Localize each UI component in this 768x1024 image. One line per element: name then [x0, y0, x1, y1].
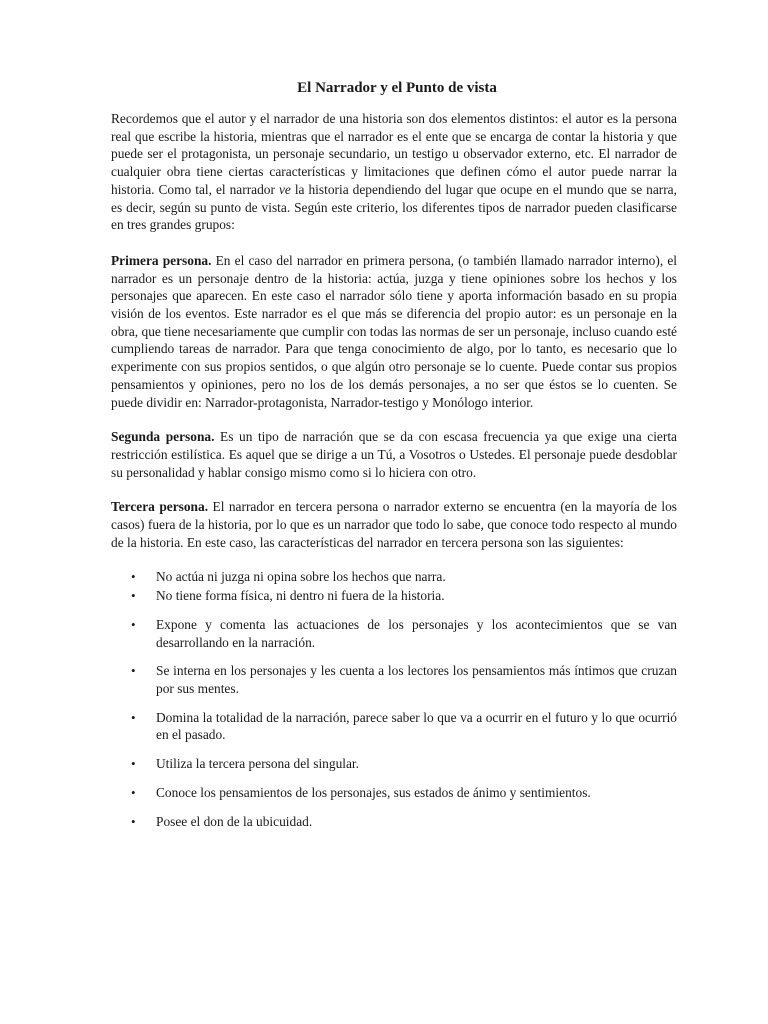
list-item — [111, 784, 677, 802]
bullet-icon: • — [131, 756, 136, 772]
list-item-text: Domina la totalidad de la narración, parece saber lo que va a ocurrir en el futuro y lo que ocurrió en el pasado. — [156, 709, 677, 743]
list-item — [111, 813, 677, 831]
list-item — [111, 662, 677, 697]
list-item — [111, 709, 677, 744]
list-item — [111, 755, 677, 773]
bullet-icon: • — [131, 588, 136, 604]
list-item-text: No actúa ni juzga ni opina sobre los hechos que narra. — [156, 569, 446, 585]
list-item-text: Expone y comenta las actuaciones de los personajes y los acontecimientos que se van desarrollando en la narración. — [156, 616, 677, 650]
intro-text-2: la historia dependiendo del lugar que ocupe en el mundo que se narra, es decir, según su punto de vista. Según este criterio, los diferentes tipos de narrador pueden clasificarse en tres grandes grupos: — [111, 181, 677, 233]
bullet-icon: • — [131, 569, 136, 585]
section-text: Es un tipo de narración que se da con escasa frecuencia ya que exige una cierta restricción estilística. Es aquel que se dirige a un Tú, a Vosotros o Ustedes. El personaje puede desdoblar su personalidad y hablar consigo mismo como si lo hiciera con otro. — [111, 429, 677, 480]
bullet-icon: • — [131, 709, 136, 725]
section-text: El narrador en tercera persona o narrador externo se encuentra (en la mayoría de los casos) fuera de la historia, por lo que es un narrador que todo lo sabe, que conoce todo respecto al mundo de la historia. En este caso, las características del narrador en tercera persona son las siguientes: — [111, 499, 678, 550]
list-item-text: Conoce los pensamientos de los personajes, sus estados de ánimo y sentimientos. — [156, 784, 591, 800]
section-heading: Segunda persona. — [111, 429, 215, 445]
section-tercera-persona — [111, 498, 677, 551]
list-item-text: Se interna en los personajes y les cuenta a los lectores los pensamientos más íntimos que cruzan por sus mentes. — [156, 663, 677, 696]
document-title: El Narrador y el Punto de vista — [297, 80, 497, 96]
bullet-icon: • — [131, 784, 136, 800]
section-heading: Primera persona. — [111, 252, 212, 268]
intro-italic-word: ve — [278, 181, 291, 197]
bullet-icon: • — [131, 813, 136, 829]
section-text: En el caso del narrador en primera persona, (o también llamado narrador interno), el narrador es un personaje dentro de la historia: actúa, juzga y tiene opiniones sobre los hechos y los personajes que aparecen. En este caso el narrador sólo tiene y aporta información basado en su propia visión de los eventos. Este narrador es el que más se diferencia del propio autor: es un personaje en la obra, que tiene necesariamente que cumplir con todas las normas de ser un personaje, incluso cuando esté cumpliendo tareas de narrador. Para que tenga conocimiento de algo, por lo tanto, es necesario que lo experimente con sus propios sentidos, o que algún otro personaje se lo cuente. Puede contar sus propios pensamientos y opiniones, pero no los de los demás personajes, a no ser que éstos se lo cuenten. Se puede dividir en: Narrador-protagonista, Narrador-testigo y Monólogo interior. — [111, 252, 677, 410]
list-item-text: Utiliza la tercera persona del singular. — [156, 756, 360, 772]
list-item-text: Posee el don de la ubicuidad. — [156, 813, 313, 829]
section-segunda-persona — [111, 428, 677, 481]
bullet-list — [111, 568, 677, 830]
list-item — [111, 587, 677, 605]
section-heading: Tercera persona. — [111, 499, 209, 515]
intro-text-1: Recordemos que el autor y el narrador de una historia son dos elementos distintos: el autor es la persona real que escribe la historia, mientras que el narrador es el ente que se encarga de contar la historia y que puede ser el protagonista, un personaje secundario, un testigo u observador externo, etc. El narrador de cualquier obra tiene ciertas características y limitaciones que definen cómo el autor puede narrar la historia. Como tal, el narrador — [111, 111, 677, 197]
document-page — [111, 78, 677, 841]
bullet-icon: • — [131, 616, 136, 632]
intro-paragraph — [111, 110, 677, 234]
list-item — [111, 568, 677, 586]
list-item-text: No tiene forma física, ni dentro ni fuera de la historia. — [156, 588, 445, 604]
section-primera-persona — [111, 252, 677, 411]
bullet-icon: • — [131, 663, 136, 679]
list-item — [111, 616, 677, 651]
